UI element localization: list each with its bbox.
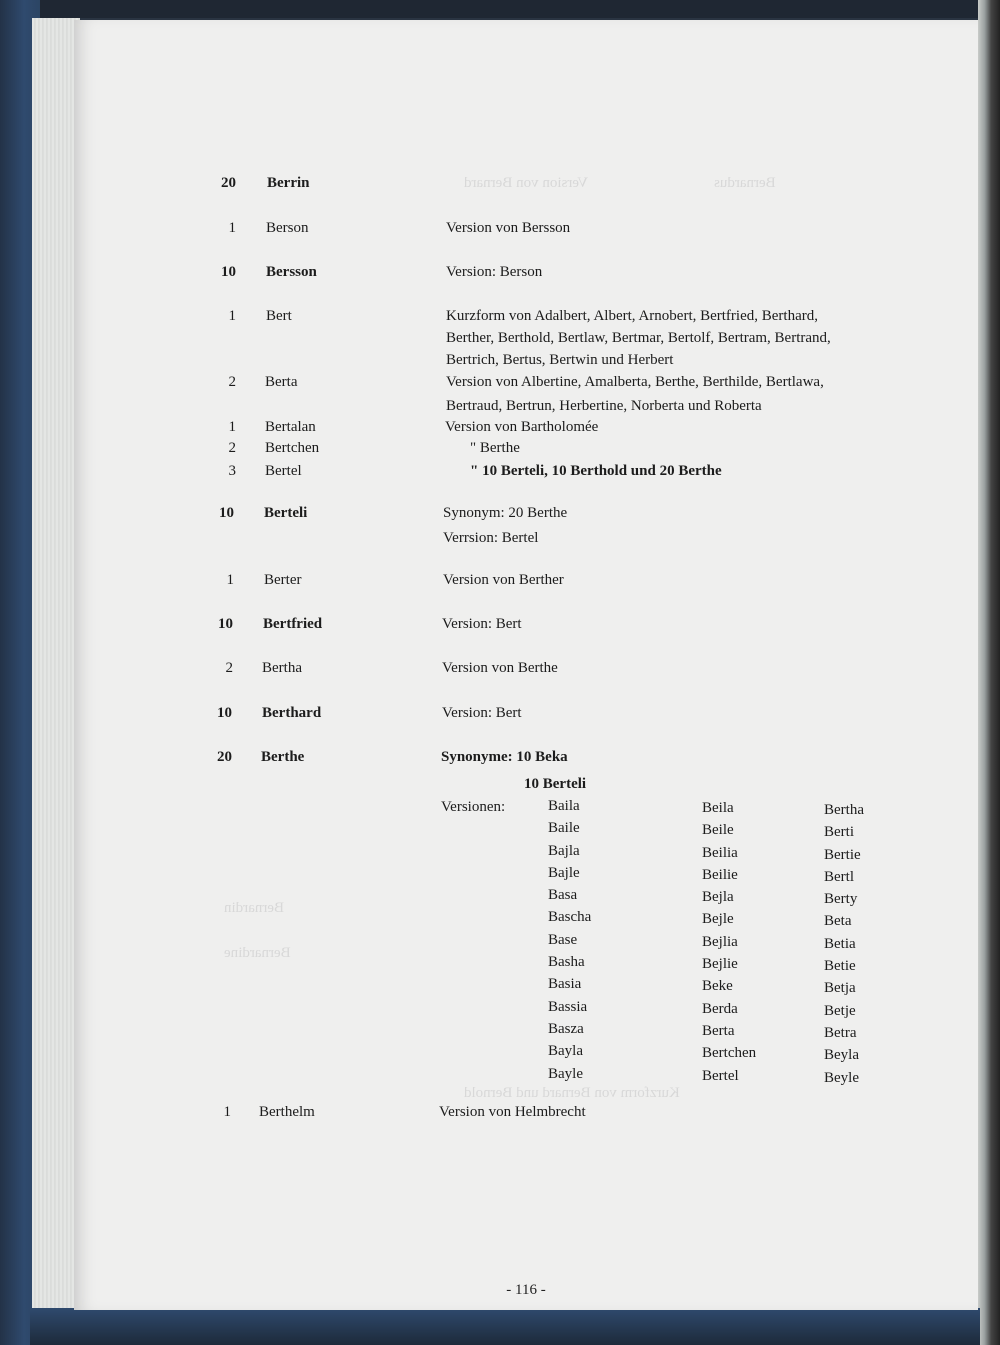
version-name: Basa	[548, 887, 578, 904]
entry-row-continued	[74, 774, 978, 796]
entry-description: Synonym: 20 Berthe	[443, 505, 568, 521]
version-name: Bassia	[548, 998, 588, 1015]
entry-row-continued	[74, 350, 978, 372]
entry-name: Berthelm	[259, 1104, 315, 1120]
version-name: Betie	[824, 958, 856, 975]
entry-count: 1	[228, 419, 236, 435]
entry-count: 2	[228, 440, 236, 456]
version-name: Betra	[824, 1024, 857, 1041]
entry-name: Berthe	[261, 749, 305, 765]
entry-row	[74, 703, 978, 725]
versionen-column-1	[548, 795, 591, 1085]
entry-name: Bertalan	[265, 419, 316, 435]
version-name: Bayla	[548, 1043, 583, 1060]
entry-description: Version: Berson	[446, 264, 543, 280]
version-name: Bertha	[824, 802, 864, 818]
entry-name: Bertel	[265, 463, 302, 479]
version-name: Base	[548, 931, 578, 948]
version-name: Basza	[548, 1020, 584, 1037]
entry-row	[74, 417, 978, 439]
entry-row	[74, 262, 978, 284]
page-edges	[32, 18, 80, 1308]
version-name: Beile	[702, 822, 734, 839]
version-name: Bejle	[702, 911, 734, 928]
entry-description: Version von Albertine, Amalberta, Berthe, Berthilde, Bertlawa,	[446, 374, 824, 390]
version-name: Bajle	[548, 864, 580, 881]
version-name: Beila	[702, 800, 734, 816]
entry-description: Bertrich, Bertus, Bertwin und Herbert	[446, 352, 674, 368]
version-name: Beilie	[702, 866, 738, 883]
version-name: Beta	[824, 913, 852, 930]
entry-description: Version von Berthe	[442, 660, 558, 676]
book-cover-bottom	[30, 1308, 980, 1345]
entry-description: Version von Bartholomée	[445, 419, 599, 435]
versionen-label: Versionen:	[441, 799, 506, 815]
entry-name: Bersson	[266, 264, 317, 280]
versionen-column-2	[702, 797, 756, 1087]
version-name: Bejla	[702, 889, 734, 906]
entry-count: 10	[221, 264, 236, 280]
entry-row-continued	[74, 396, 978, 418]
version-name: Betja	[824, 980, 856, 997]
entry-row	[74, 614, 978, 636]
version-name: Bejlia	[702, 933, 738, 950]
entry-row	[74, 570, 978, 592]
entry-count: 20	[217, 749, 232, 765]
version-name: Baila	[548, 798, 580, 814]
entry-name: Bert	[266, 308, 292, 324]
version-name: Bayle	[548, 1065, 583, 1082]
entry-name: Bertha	[262, 660, 302, 676]
version-name: Beyle	[824, 1069, 859, 1086]
entry-count: 10	[219, 505, 234, 521]
version-name: Betje	[824, 1002, 856, 1019]
entry-description: Version von Helmbrecht	[439, 1104, 586, 1120]
version-name: Berta	[702, 1022, 735, 1039]
entry-row-continued	[74, 528, 978, 550]
entry-description: Berther, Berthold, Bertlaw, Bertmar, Bertolf, Bertram, Bertrand,	[446, 330, 831, 346]
versionen-column-3	[824, 799, 864, 1089]
version-name: Baile	[548, 820, 580, 837]
version-name: Basha	[548, 954, 585, 971]
entry-description: Synonyme: 10 Beka	[441, 749, 568, 765]
entry-description: Verrsion: Bertel	[443, 530, 539, 546]
page-number: - 116 -	[506, 1282, 546, 1298]
version-name: Bejlie	[702, 956, 738, 973]
entry-description: Version von Berther	[443, 572, 564, 588]
entry-row	[74, 461, 978, 483]
entry-count: 1	[228, 220, 236, 236]
entry-count: 20	[221, 175, 236, 191]
book-cover-right	[978, 0, 1000, 1345]
entry-description: Version von Bersson	[446, 220, 571, 236]
version-name: Bertie	[824, 846, 861, 863]
version-name: Bertchen	[702, 1045, 757, 1062]
entry-row	[74, 503, 978, 525]
version-name: Beyla	[824, 1047, 859, 1064]
entry-row	[74, 218, 978, 240]
book-page: Version von Bernard Bernardus Kurzform von Bernard und Bernold Bernardin Bernardine 20 Berrin 1 Berson Version von Bersson 10 Bersson Version: Berson 1 Bert Kurzform von Adalbert, Albert, Arnobert, Bertfried, Berthard, Berther, Berthold, Bertlaw, Bertmar, Bertolf, Bertram, Bertrand, Bertrich, Bertus, Bertwin und Herbert 2 Berta Version von Albertine, Amalberta, Berthe, Berthilde, Bertlawa, Bertraud, Bertrun, Herbertine, Norberta und Roberta 1 Bertalan Version von Bartholomée 2 Bertchen " Berthe 3 Bertel " 10 Berteli, 10 Berthold und 20 Berthe 10 Berteli Synonym: 20 Berthe Verrsion: Bertel 1 Berter Version von Berther 10 Bertfried Version: Bert 2 Bertha Version von Berthe 10 Berthard Version: Bert 20 Berthe Synonyme: 10 Beka 10 Berteli Versionen: Baila Baile Bajla Bajle Basa Bascha Base Basha Basia Bassia Basza Bayla Bayle Beila Beile Beilia Beilie Bejla Bejle Bejlia Bejlie Beke Berda Berta Bertchen Bertel Bertha Berti Bertie Bertl Berty Beta Betia Betie Betja Betje Betra Beyla Beyle 1 Berthelm Version von Helmbrecht - 116 -	[74, 20, 978, 1310]
version-name: Bascha	[548, 909, 592, 926]
entry-name: Bertchen	[265, 440, 320, 456]
entry-row	[74, 1102, 978, 1124]
version-name: Bertel	[702, 1067, 739, 1084]
entry-count: 1	[226, 572, 234, 588]
entry-name: Bertfried	[263, 616, 323, 632]
scan-top-border	[0, 0, 1000, 18]
version-name: Berda	[702, 1000, 738, 1017]
entry-name: Berrin	[267, 175, 310, 191]
entry-description: 10 Berteli	[524, 776, 587, 792]
entry-count: 1	[223, 1104, 231, 1120]
entry-count: 10	[218, 616, 233, 632]
entry-count: 10	[217, 705, 232, 721]
entry-row-continued	[74, 328, 978, 350]
entry-count: 3	[228, 463, 236, 479]
version-name: Bertl	[824, 868, 854, 885]
entry-count: 2	[225, 660, 233, 676]
entry-description: " Berthe	[470, 440, 520, 456]
entry-row	[74, 658, 978, 680]
entry-description: " 10 Berteli, 10 Berthold und 20 Berthe	[470, 463, 722, 479]
entry-description: Version: Bert	[442, 705, 522, 721]
entry-name: Berthard	[262, 705, 322, 721]
entry-row	[74, 438, 978, 460]
version-name: Beilia	[702, 844, 738, 861]
entry-row	[74, 173, 978, 195]
version-name: Basia	[548, 976, 582, 993]
entry-name: Berson	[266, 220, 309, 236]
entry-description: Kurzform von Adalbert, Albert, Arnobert, Bertfried, Berthard,	[446, 308, 818, 324]
version-name: Berty	[824, 891, 858, 908]
entry-description: Bertraud, Bertrun, Herbertine, Norberta und Roberta	[446, 398, 762, 414]
entry-count: 2	[228, 374, 236, 390]
entry-row	[74, 306, 978, 328]
entry-name: Berter	[264, 572, 302, 588]
entry-row	[74, 747, 978, 769]
entry-count: 1	[228, 308, 236, 324]
entry-description: Version: Bert	[442, 616, 522, 632]
entry-name: Berteli	[264, 505, 308, 521]
entry-row	[74, 372, 978, 394]
version-name: Betia	[824, 935, 856, 952]
version-name: Berti	[824, 824, 854, 841]
version-name: Bajla	[548, 842, 580, 859]
entry-name: Berta	[265, 374, 298, 390]
version-name: Beke	[702, 978, 733, 995]
